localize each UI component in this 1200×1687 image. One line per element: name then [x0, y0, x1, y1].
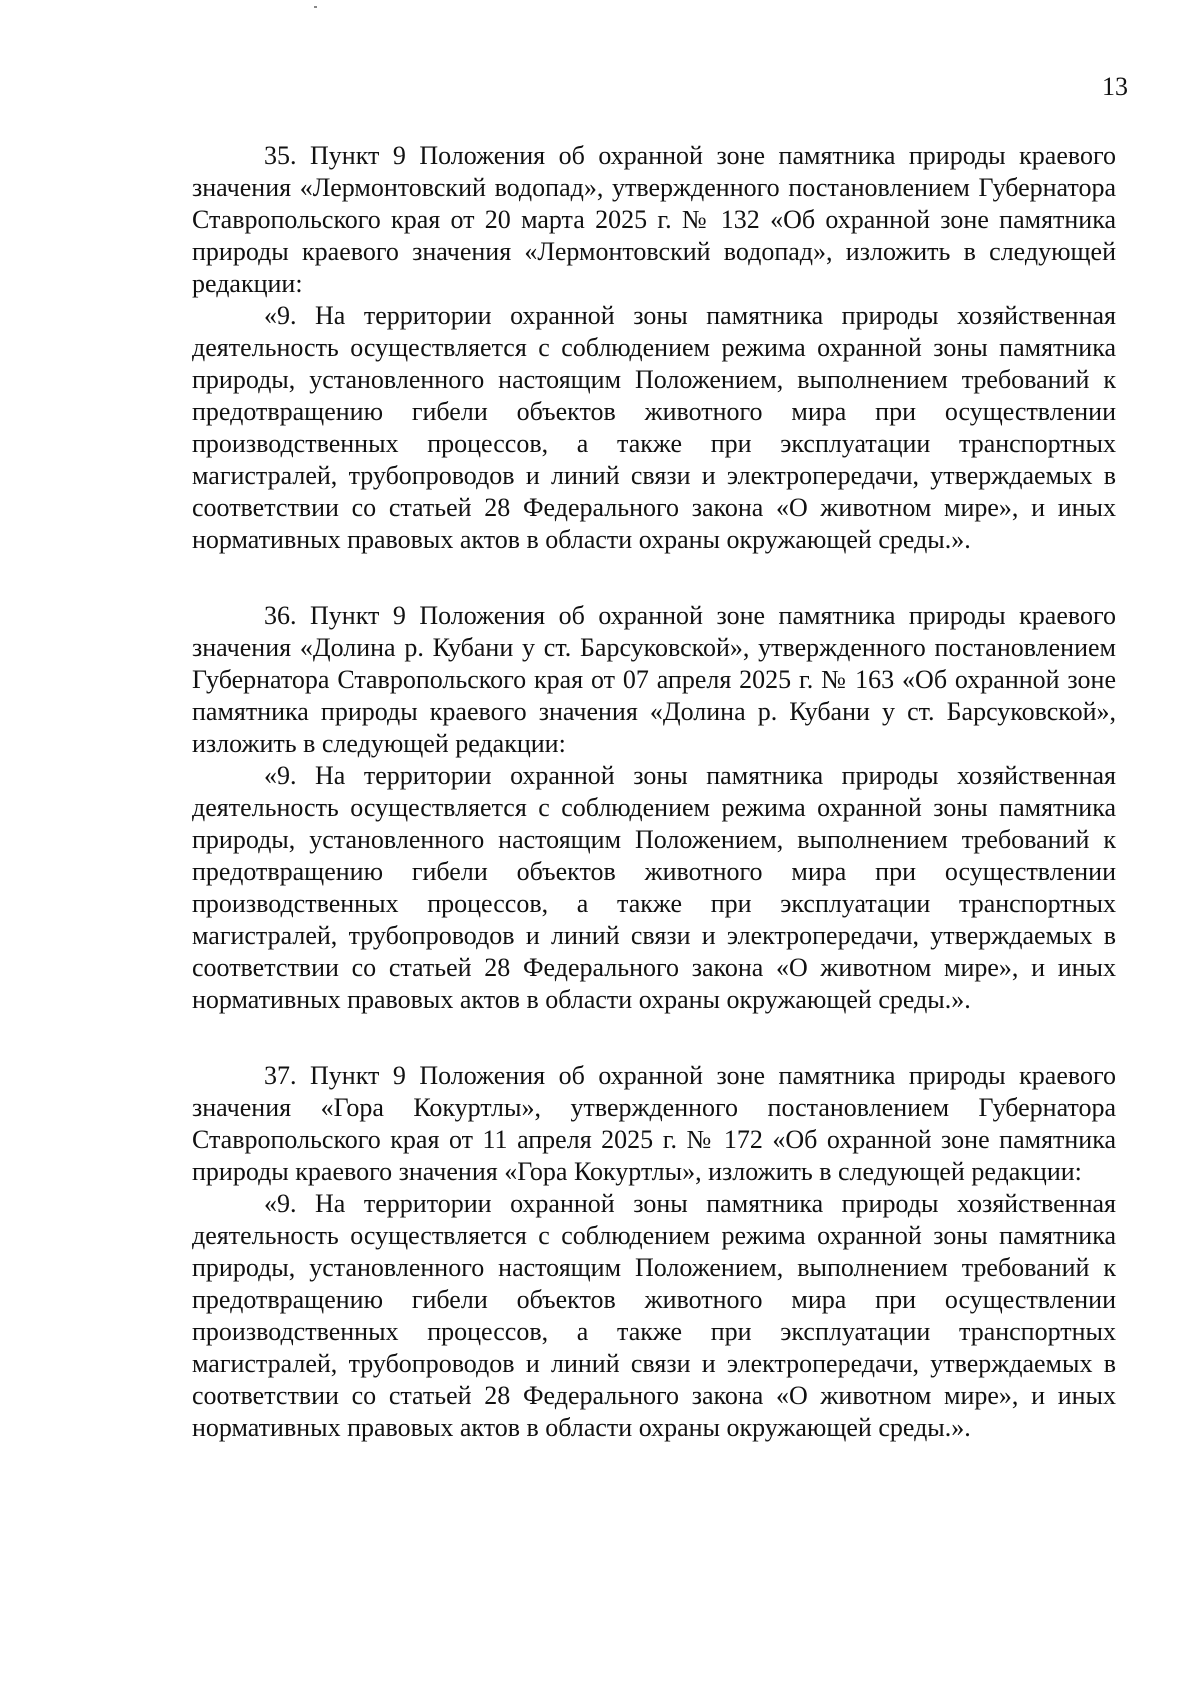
amendment-item-35: [192, 140, 1116, 556]
page-number: 13: [1102, 72, 1128, 101]
amendment-intro: 35. Пункт 9 Положения об охранной зоне памятника природы краевого значения «Лермонтовский водопад», утвержденного постановлением Губернатора Ставропольского края от 20 марта 2025 г. № 132 «Об охранной зоне памятника природы краевого значения «Лермонтовский водопад», изложить в следующей редакции:: [192, 141, 1116, 298]
amendment-quote: «9. На территории охранной зоны памятника природы хозяйственная деятельность осуществляется с соблюдением режима охранной зоны памятника природы, установленного настоящим Положением, выполнением требований к предотвращению гибели объектов животного мира при осуществлении производственных процессов, а также при эксплуатации транспортных магистралей, трубопроводов и линий связи и электропередачи, утверждаемых в соответствии со статьей 28 Федерального закона «О животном мире», и иных нормативных правовых актов в области охраны окружающей среды.».: [192, 1189, 1116, 1442]
amendment-quote: «9. На территории охранной зоны памятника природы хозяйственная деятельность осуществляется с соблюдением режима охранной зоны памятника природы, установленного настоящим Положением, выполнением требований к предотвращению гибели объектов животного мира при осуществлении производственных процессов, а также при эксплуатации транспортных магистралей, трубопроводов и линий связи и электропередачи, утверждаемых в соответствии со статьей 28 Федерального закона «О животном мире», и иных нормативных правовых актов в области охраны окружающей среды.».: [192, 301, 1116, 554]
amendment-intro: 36. Пункт 9 Положения об охранной зоне памятника природы краевого значения «Долина р. Кубани у ст. Барсуковской», утвержденного постановлением Губернатора Ставропольского края от 07 апреля 2025 г. № 163 «Об охранной зоне памятника природы краевого значения «Долина р. Кубани у ст. Барсуковской», изложить в следующей редакции:: [192, 601, 1116, 758]
amendment-intro: 37. Пункт 9 Положения об охранной зоне памятника природы краевого значения «Гора Кокуртлы», утвержденного постановлением Губернатора Ставропольского края от 11 апреля 2025 г. № 172 «Об охранной зоне памятника природы краевого значения «Гора Кокуртлы», изложить в следующей редакции:: [192, 1061, 1116, 1186]
document-body: [192, 140, 1116, 1488]
amendment-item-37: [192, 1060, 1116, 1444]
amendment-item-36: [192, 600, 1116, 1016]
scan-dot: [314, 6, 317, 8]
amendment-quote: «9. На территории охранной зоны памятника природы хозяйственная деятельность осуществляется с соблюдением режима охранной зоны памятника природы, установленного настоящим Положением, выполнением требований к предотвращению гибели объектов животного мира при осуществлении производственных процессов, а также при эксплуатации транспортных магистралей, трубопроводов и линий связи и электропередачи, утверждаемых в соответствии со статьей 28 Федерального закона «О животном мире», и иных нормативных правовых актов в области охраны окружающей среды.».: [192, 761, 1116, 1014]
